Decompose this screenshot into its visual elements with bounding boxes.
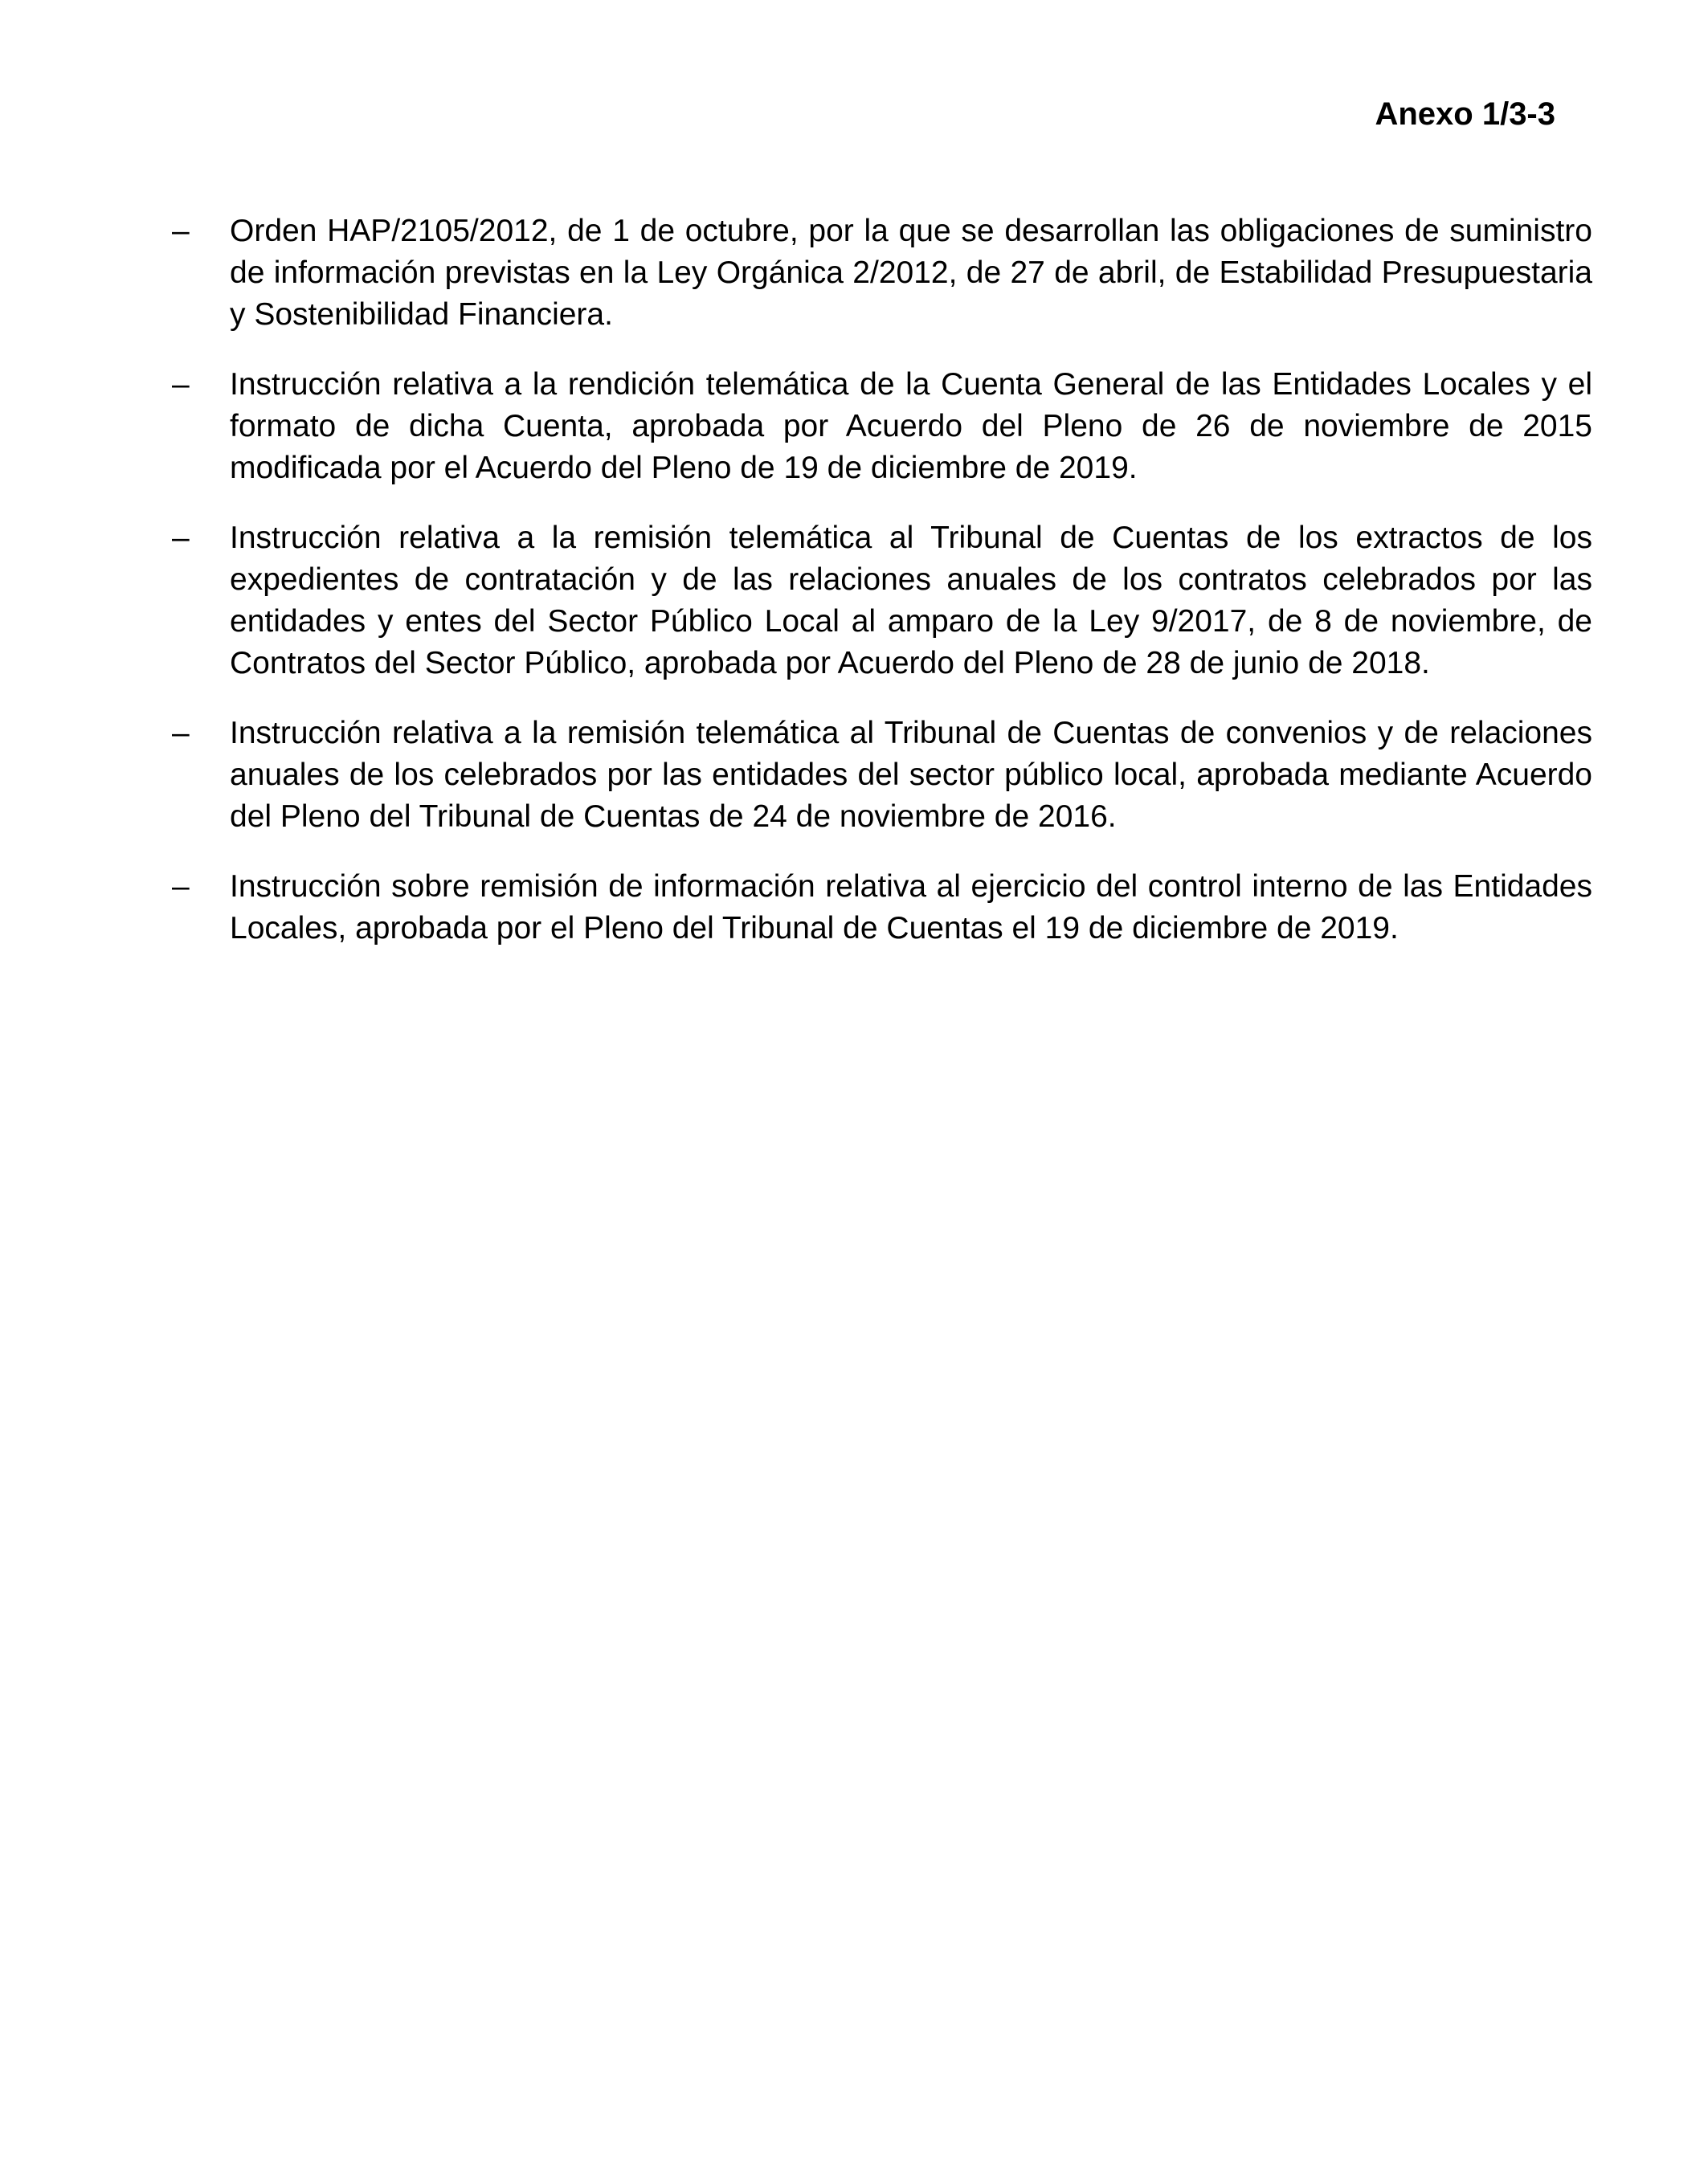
dash-bullet: – [172,367,190,402]
list-item-text: Instrucción sobre remisión de información relativa al ejercicio del control interno de las Entidades Locales, aprobada por el Pleno del Tribunal de Cuentas el 19 de diciembre de 2019. [230,869,1592,946]
list-item-text: Instrucción relativa a la rendición telemática de la Cuenta General de las Entidades Locales y el formato de dicha Cuenta, aprobada por Acuerdo del Pleno de 26 de noviembre de 2015 modificada por el Acuerdo del Pleno de 19 de diciembre de 2019. [230,367,1592,485]
list-item [172,517,1592,684]
list-item [172,713,1592,838]
list-item-text: Instrucción relativa a la remisión telemática al Tribunal de Cuentas de convenios y de relaciones anuales de los celebrados por las entidades del sector público local, aprobada mediante Acuerdo del Pleno del Tribunal de Cuentas de 24 de noviembre de 2016. [230,716,1592,834]
dash-bullet: – [172,869,190,904]
list-item [172,866,1592,950]
dash-bullet: – [172,214,190,248]
regulation-list [172,210,1592,978]
list-item-text: Instrucción relativa a la remisión telemática al Tribunal de Cuentas de los extractos de los expedientes de contratación y de las relaciones anuales de los contratos celebrados por las entidades y entes del Sector Público Local al amparo de la Ley 9/2017, de 8 de noviembre, de Contratos del Sector Público, aprobada por Acuerdo del Pleno de 28 de junio de 2018. [230,521,1592,680]
dash-bullet: – [172,716,190,750]
list-item-text: Orden HAP/2105/2012, de 1 de octubre, por la que se desarrollan las obligaciones de suministro de información previstas en la Ley Orgánica 2/2012, de 27 de abril, de Estabilidad Presupuestaria y Sostenibilidad Financiera. [230,214,1592,332]
annex-label: Anexo 1/3-3 [1375,96,1555,132]
list-item [172,210,1592,336]
dash-bullet: – [172,521,190,555]
list-item [172,364,1592,489]
